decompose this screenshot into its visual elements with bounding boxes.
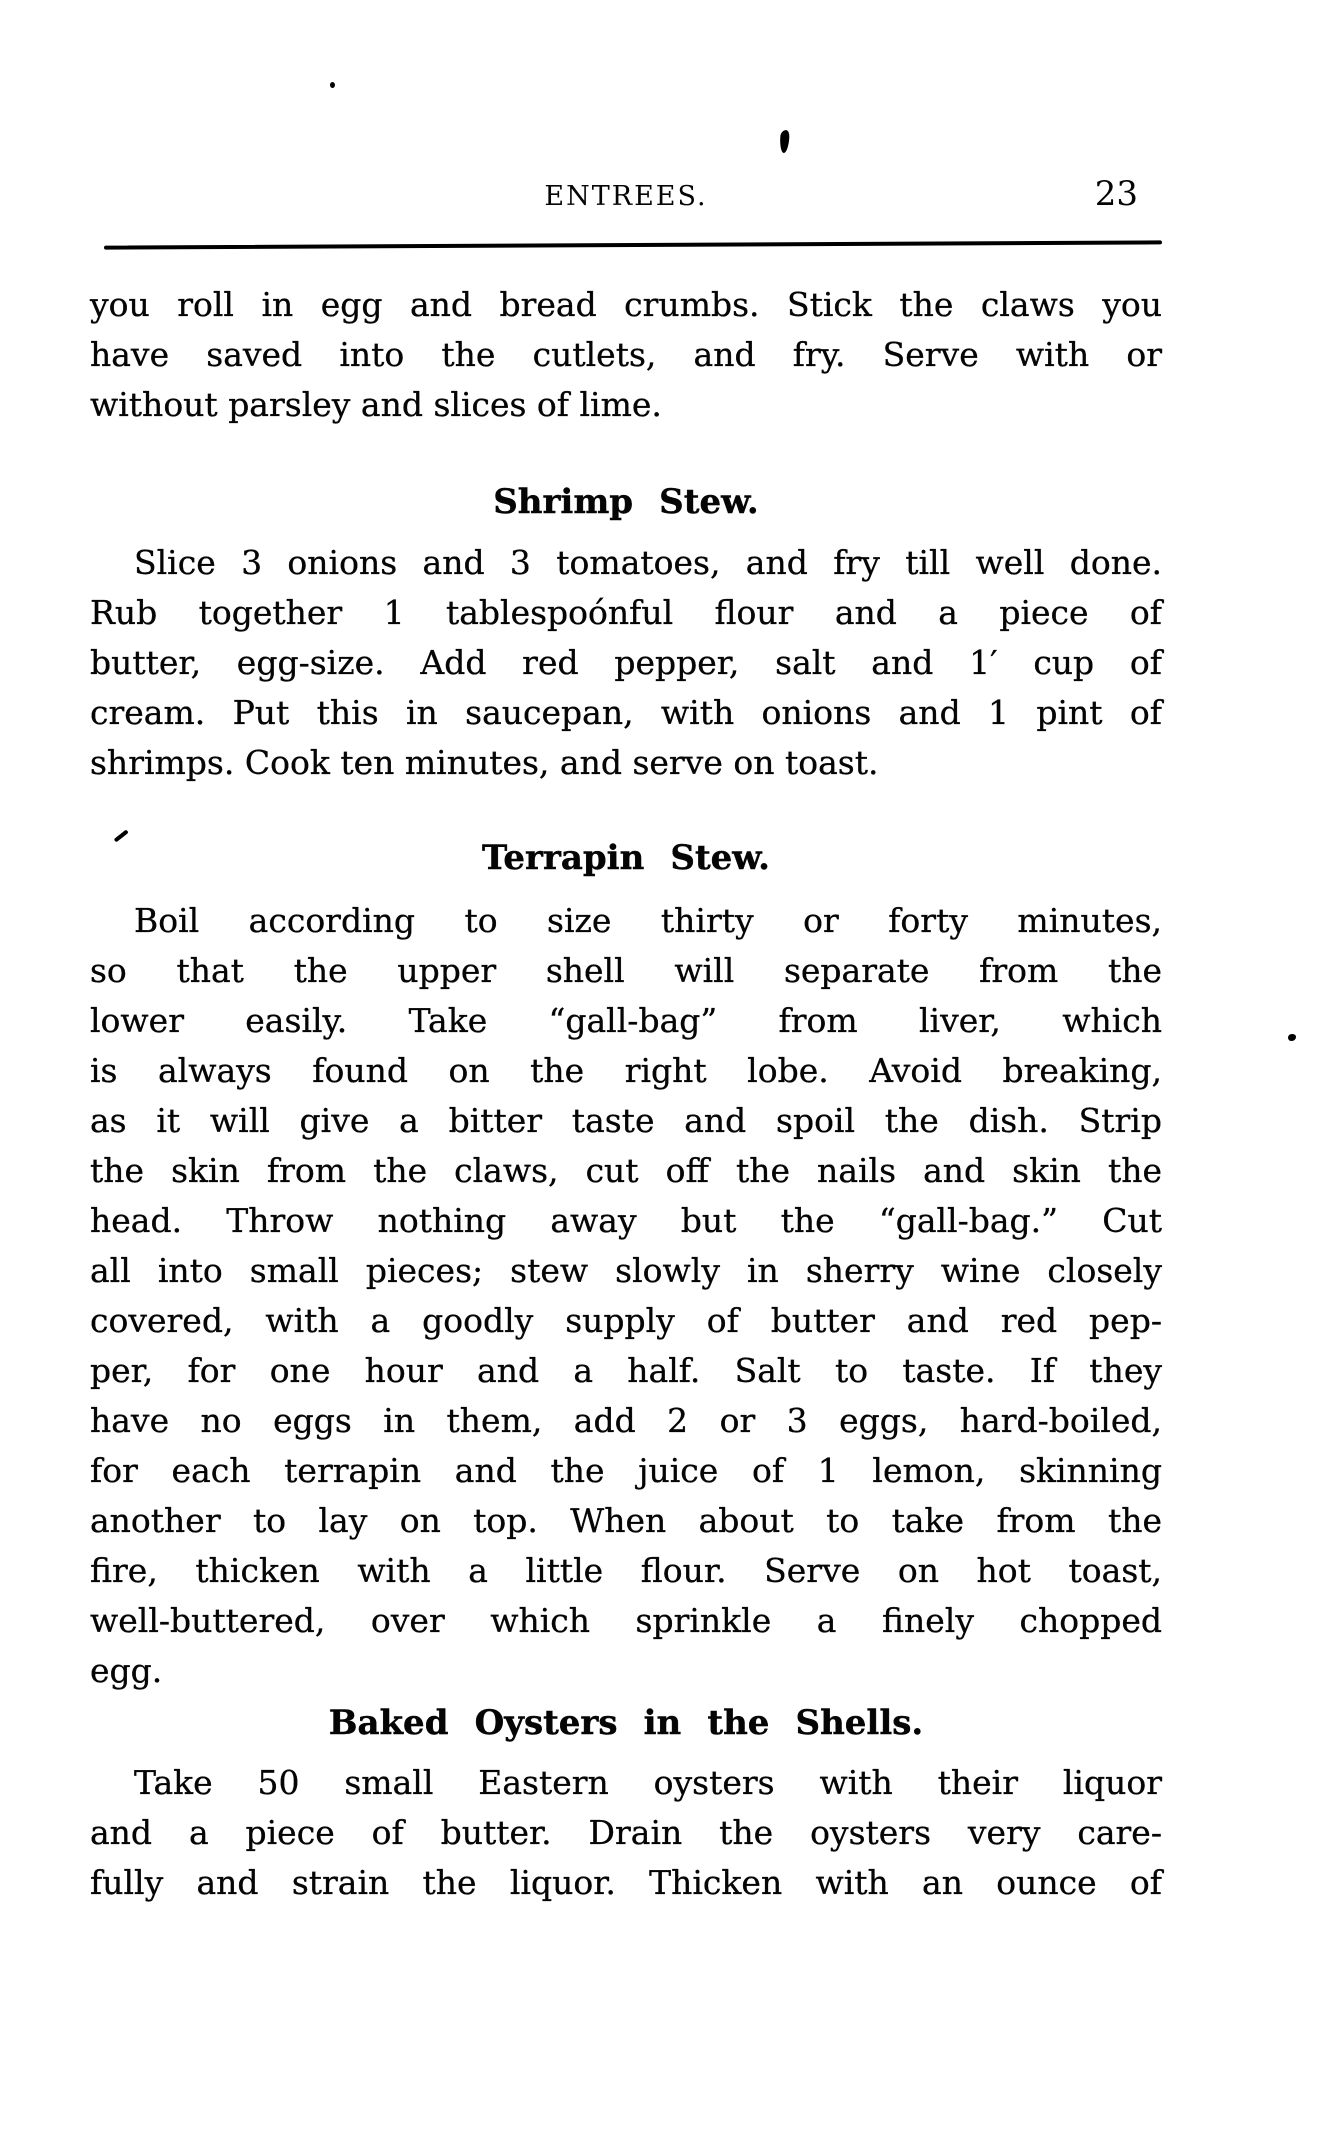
text-line: shrimps. Cook ten minutes, and serve on toast. xyxy=(90,743,879,782)
page-number: 23 xyxy=(1094,174,1138,214)
text-line: butter, egg-size. Add red pepper, salt and 1′ cup of xyxy=(90,643,1162,682)
text-line: have no eggs in them, add 2 or 3 eggs, hard-boiled, xyxy=(90,1401,1162,1440)
text-line: head. Throw nothing away but the “gall-bag.” Cut xyxy=(90,1201,1162,1240)
text-line: is always found on the right lobe. Avoid breaking, xyxy=(90,1051,1162,1090)
text-line: lower easily. Take “gall-bag” from liver, which xyxy=(90,1001,1162,1040)
text-line: Rub together 1 tablespoónful flour and a piece of xyxy=(90,593,1162,632)
text-line: per, for one hour and a half. Salt to taste. If they xyxy=(90,1351,1162,1390)
text-line: and a piece of butter. Drain the oysters very care- xyxy=(90,1813,1162,1852)
ink-dot-icon xyxy=(1288,1034,1296,1041)
header-rule xyxy=(104,240,1162,249)
text-line: for each terrapin and the juice of 1 lemon, skinning xyxy=(90,1451,1162,1490)
recipe-heading-baked-oysters: Baked Oysters in the Shells. xyxy=(328,1703,924,1743)
text-line: well-buttered, over which sprinkle a finely chopped xyxy=(90,1601,1162,1640)
intro-paragraph xyxy=(90,280,1162,430)
ink-dot-icon xyxy=(330,82,335,88)
ink-blot-icon xyxy=(779,130,790,154)
text-line: so that the upper shell will separate from the xyxy=(90,951,1162,990)
text-line: as it will give a bitter taste and spoil the dish. Strip xyxy=(90,1101,1162,1140)
text-line: covered, with a goodly supply of butter and red pep- xyxy=(90,1301,1162,1340)
text-line: all into small pieces; stew slowly in sherry wine closely xyxy=(90,1251,1162,1290)
recipe-heading-terrapin-stew: Terrapin Stew. xyxy=(482,838,770,878)
terrapin-stew-paragraph xyxy=(90,896,1162,1696)
text-line: without parsley and slices of lime. xyxy=(90,385,662,424)
baked-oysters-paragraph xyxy=(90,1758,1162,1908)
text-line: Take 50 small Eastern oysters with their liquor xyxy=(134,1763,1162,1802)
text-line: you roll in egg and bread crumbs. Stick the claws you xyxy=(90,285,1162,324)
text-line: Boil according to size thirty or forty minutes, xyxy=(134,901,1162,940)
text-line: Slice 3 onions and 3 tomatoes, and fry till well done. xyxy=(134,543,1162,582)
text-line: the skin from the claws, cut off the nails and skin the xyxy=(90,1151,1162,1190)
text-line: fire, thicken with a little flour. Serve on hot toast, xyxy=(90,1551,1162,1590)
text-line: egg. xyxy=(90,1651,163,1690)
text-line: cream. Put this in saucepan, with onions and 1 pint of xyxy=(90,693,1162,732)
text-line: have saved into the cutlets, and fry. Serve with or xyxy=(90,335,1162,374)
text-line: fully and strain the liquor. Thicken with an ounce of xyxy=(90,1863,1162,1902)
running-title: ENTREES. xyxy=(544,181,708,212)
shrimp-stew-paragraph xyxy=(90,538,1162,788)
text-line: another to lay on top. When about to take from the xyxy=(90,1501,1162,1540)
recipe-heading-shrimp-stew: Shrimp Stew. xyxy=(493,482,759,522)
